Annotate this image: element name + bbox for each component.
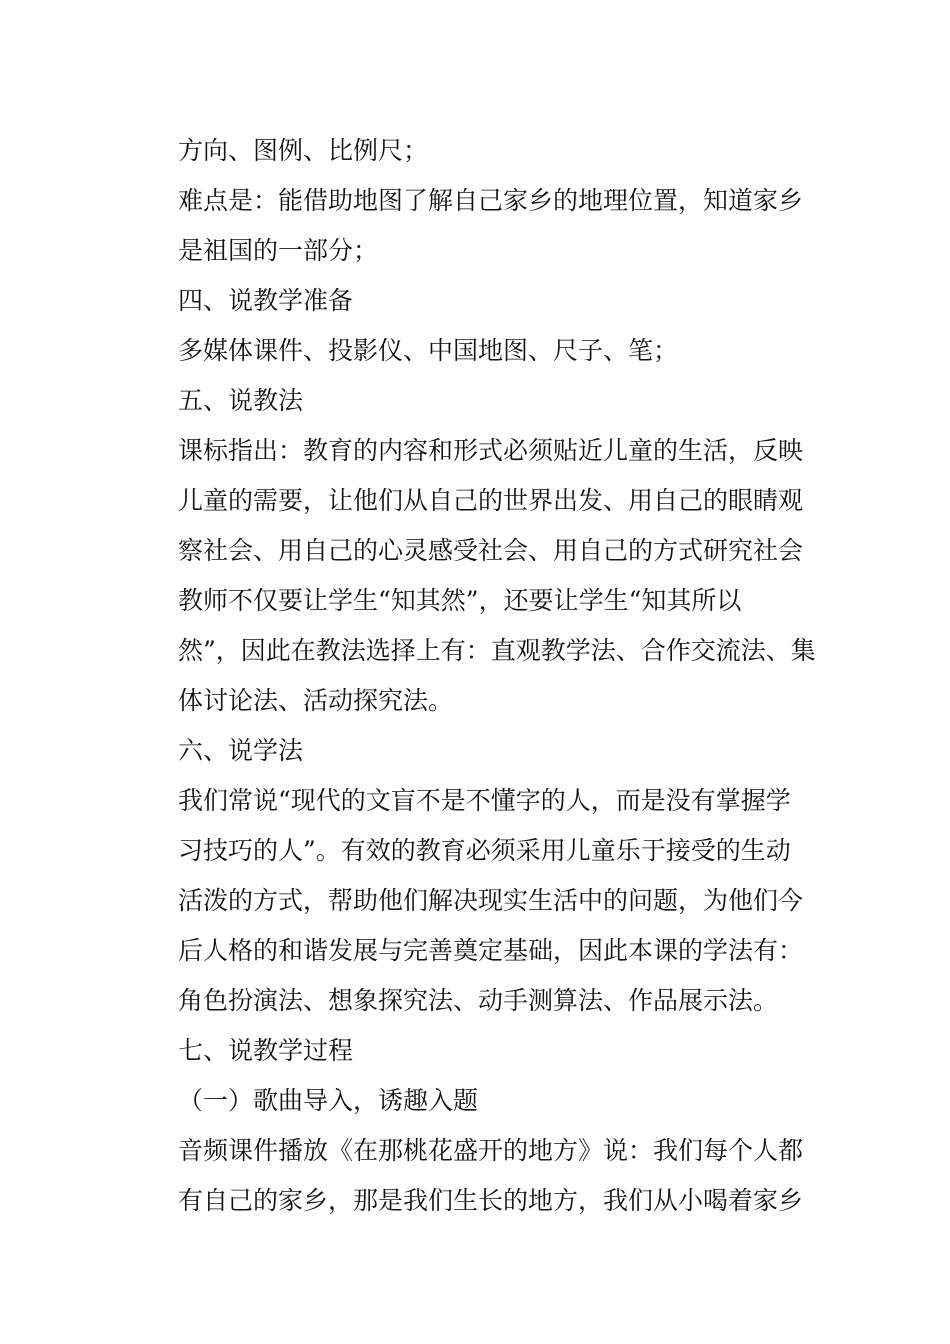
text-line: 后人格的和谐发展与完善奠定基础，因此本课的学法有： (178, 936, 804, 965)
document-body (178, 126, 818, 1226)
text-line: 多媒体课件、投影仪、中国地图、尺子、笔； (178, 336, 679, 365)
text-line: 然”，因此在教法选择上有：直观教学法、合作交流法、集 (178, 636, 816, 665)
text-line: 音频课件播放《在那桃花盛开的地方》说：我们每个人都 (178, 1136, 804, 1165)
text-line: 是祖国的一部分； (178, 236, 379, 265)
text-line: 角色扮演法、想象探究法、动手测算法、作品展示法。 (178, 986, 779, 1015)
text-line: 难点是：能借助地图了解自己家乡的地理位置，知道家乡 (178, 186, 804, 215)
text-line: 习技巧的人”。有效的教育必须采用儿童乐于接受的生动 (178, 836, 791, 865)
text-line: 儿童的需要，让他们从自己的世界出发、用自己的眼睛观 (178, 486, 804, 515)
text-line: 方向、图例、比例尺； (178, 136, 429, 165)
text-line: 有自己的家乡，那是我们生长的地方，我们从小喝着家乡 (178, 1186, 804, 1215)
text-line: 教师不仅要让学生“知其然”，还要让学生“知其所以 (178, 586, 742, 615)
text-line: 我们常说“现代的文盲不是不懂字的人，而是没有掌握学 (178, 786, 791, 815)
section-heading: 六、说学法 (178, 736, 304, 765)
text-line: 体讨论法、活动探究法。 (178, 686, 454, 715)
subsection-heading: （一）歌曲导入，诱趣入题 (178, 1086, 479, 1115)
text-line: 课标指出：教育的内容和形式必须贴近儿童的生活，反映 (178, 436, 804, 465)
section-heading: 四、说教学准备 (178, 286, 354, 315)
section-heading: 七、说教学过程 (178, 1036, 354, 1065)
text-line: 活泼的方式，帮助他们解决现实生活中的问题，为他们今 (178, 886, 804, 915)
text-line: 察社会、用自己的心灵感受社会、用自己的方式研究社会 (178, 536, 804, 565)
section-heading: 五、说教法 (178, 386, 304, 415)
